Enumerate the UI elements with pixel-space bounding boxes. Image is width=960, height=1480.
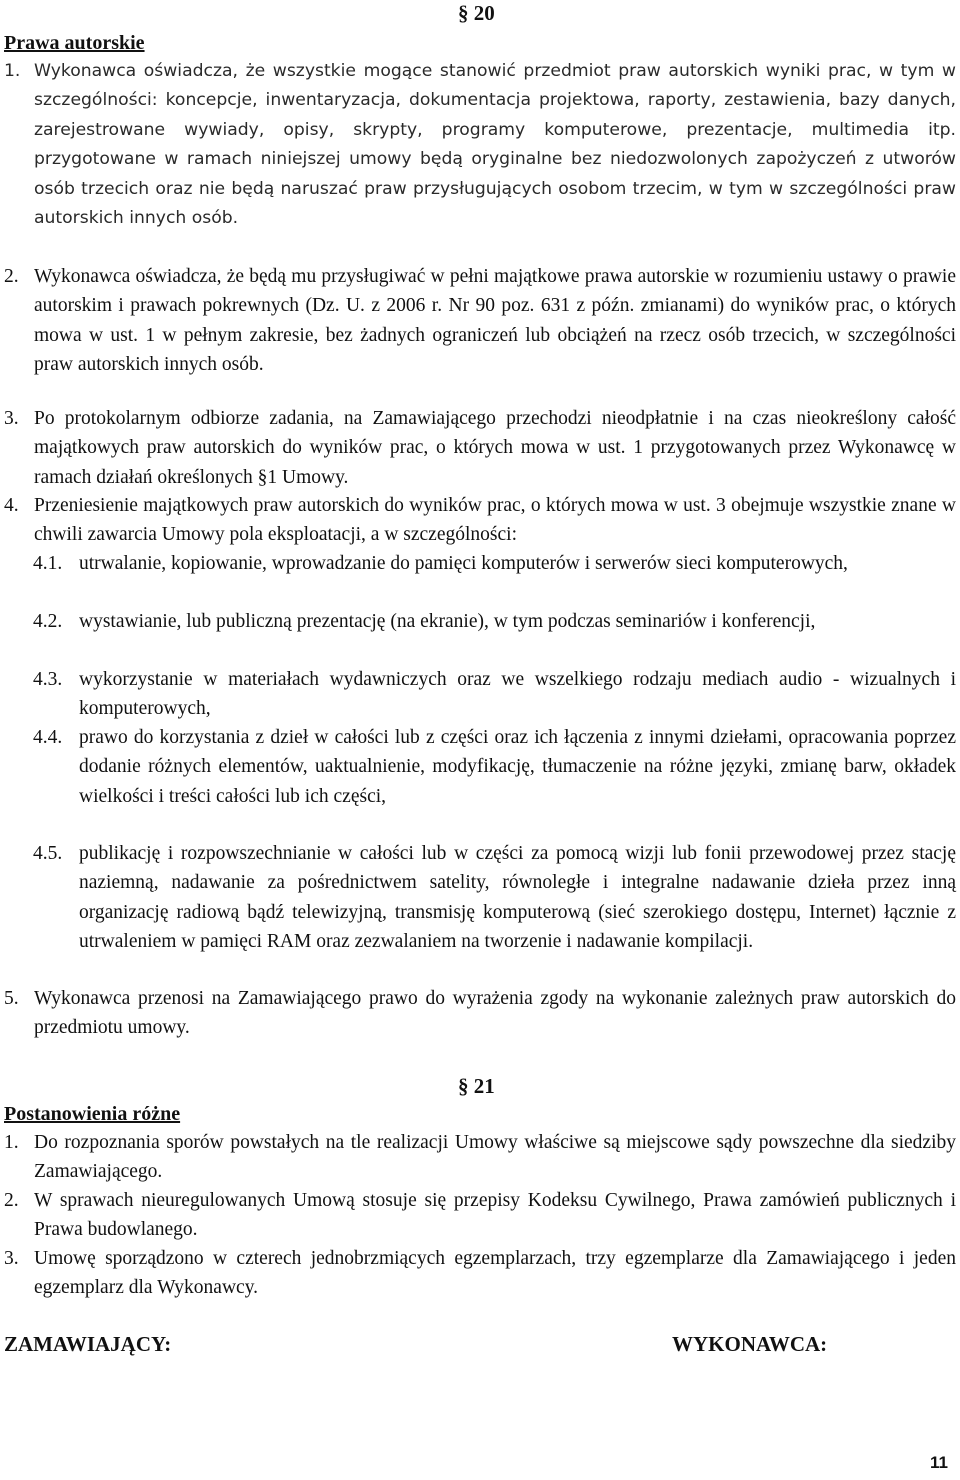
- item-text: prawo do korzystania z dzieł w całości lub z części oraz ich łączenia z innymi dziełami, opracowania poprzez dodanie różnych elementów, uaktualnienie, modyfikację, tłumaczenie na różne języki, zmianę barw, okładek wielkości i treści całości lub ich części,: [79, 727, 956, 807]
- item-number: 4.: [4, 495, 19, 516]
- paragraph-number-20: § 20: [458, 1, 495, 25]
- item-text: Umowę sporządzono w czterech jednobrzmiących egzemplarzach, trzy egzemplarze dla Zamawiającego i jeden egzemplarz dla Wykonawcy.: [34, 1248, 956, 1299]
- page-number: 11: [930, 1453, 948, 1472]
- item-text: wykorzystanie w materiałach wydawniczych oraz we wszelkiego rodzaju mediach audio - wizualnych i komputerowych,: [79, 669, 956, 720]
- sub-item-4-1: [33, 549, 956, 578]
- section-title-prawa-autorskie: Prawa autorskie: [4, 32, 145, 54]
- signature-label-zamawiajacy: ZAMAWIAJĄCY:: [4, 1332, 172, 1356]
- item-number: 2.: [4, 1190, 19, 1211]
- item-number: 1.: [4, 1132, 19, 1153]
- sub-item-4-5: [33, 839, 956, 957]
- list-item-20-2: [4, 262, 956, 380]
- item-text: Przeniesienie majątkowych praw autorskich do wyników prac, o których mowa w ust. 3 obejmuje wszystkie znane w chwili zawarcia Umowy pola eksploatacji, a w szczególności:: [34, 495, 956, 546]
- list-item-20-5: [4, 984, 956, 1043]
- item-number: 2.: [4, 266, 19, 287]
- item-text: utrwalanie, kopiowanie, wprowadzanie do pamięci komputerów i serwerów sieci komputerowych,: [79, 553, 848, 574]
- item-number: 4.2.: [33, 611, 63, 632]
- item-text: W sprawach nieuregulowanych Umową stosuje się przepisy Kodeksu Cywilnego, Prawa zamówień publicznych i Prawa budowlanego.: [34, 1190, 956, 1241]
- item-number: 4.1.: [33, 553, 63, 574]
- sub-item-4-2: [33, 607, 956, 636]
- item-number: 4.5.: [33, 843, 63, 864]
- list-item-20-3: [4, 404, 956, 492]
- sub-item-4-3: [33, 665, 956, 724]
- item-text: publikację i rozpowszechnianie w całości lub w części za pomocą wizji lub fonii przewodowej przez stację naziemną, nadawanie za pośrednictwem satelity, równoległe i integralne nadawanie dzieła przez inną organizację radiową bądź telewizyjną, transmisję komputerową (sieć szerokiego dostępu, Internet) łącznie z utrwaleniem w pamięci RAM oraz zezwalaniem na tworzenie i nadawanie kompilacji.: [79, 843, 956, 953]
- list-item-20-1: [4, 57, 956, 233]
- item-number: 4.4.: [33, 727, 63, 748]
- item-number: 3.: [4, 408, 19, 429]
- item-text: Wykonawca oświadcza, że będą mu przysługiwać w pełni majątkowe prawa autorskie w rozumieniu ustawy o prawie autorskim i prawach pokrewnych (Dz. U. z 2006 r. Nr 90 poz. 631 z późn. zmianami) do wyników prac, o których mowa w ust. 1 w pełnym zakresie, bez żadnych ograniczeń lub obciążeń na rzecz osób trzecich, w szczególności praw autorskich innych osób.: [34, 266, 956, 376]
- item-text: Do rozpoznania sporów powstałych na tle realizacji Umowy właściwe są miejscowe sądy powszechne dla siedziby Zamawiającego.: [34, 1132, 956, 1183]
- list-item-21-2: [4, 1186, 956, 1245]
- item-number: 1.: [4, 61, 21, 81]
- signature-label-wykonawca: WYKONAWCA:: [672, 1332, 828, 1356]
- item-number: 5.: [4, 988, 19, 1009]
- item-text: Wykonawca oświadcza, że wszystkie mogące stanowić przedmiot praw autorskich wyniki prac, w tym w szczególności: koncepcje, inwentaryzacja, dokumentacja projektowa, raporty, zestawienia, bazy danych, zarejestrowane wywiady, opisy, skrypty, programy komputerowe, prezentacje, multimedia itp. przygotowane w ramach niniejszej umowy będą oryginalne bez niedozwolonych zapożyczeń z utworów osób trzecich oraz nie będą naruszać praw przysługujących osobom trzecim, w tym w szczególności praw autorskich innych osób.: [34, 61, 956, 229]
- item-number: 4.3.: [33, 669, 63, 690]
- list-item-20-4: [4, 491, 956, 550]
- item-number: 3.: [4, 1248, 19, 1269]
- paragraph-number-21: § 21: [458, 1074, 495, 1098]
- item-text: Po protokolarnym odbiorze zadania, na Zamawiającego przechodzi nieodpłatnie i na czas nieokreślony całość majątkowych praw autorskich do wyników prac, o których mowa w ust. 1 przygotowanych przez Wykonawcę w ramach działań określonych §1 Umowy.: [34, 408, 956, 488]
- list-item-21-1: [4, 1128, 956, 1187]
- item-text: wystawianie, lub publiczną prezentację (na ekranie), w tym podczas seminariów i konferencji,: [79, 611, 816, 632]
- item-text: Wykonawca przenosi na Zamawiającego prawo do wyrażenia zgody na wykonanie zależnych praw autorskich do przedmiotu umowy.: [34, 988, 956, 1039]
- section-title-postanowienia-rozne: Postanowienia różne: [4, 1103, 181, 1125]
- sub-item-4-4: [33, 723, 956, 811]
- list-item-21-3: [4, 1244, 956, 1303]
